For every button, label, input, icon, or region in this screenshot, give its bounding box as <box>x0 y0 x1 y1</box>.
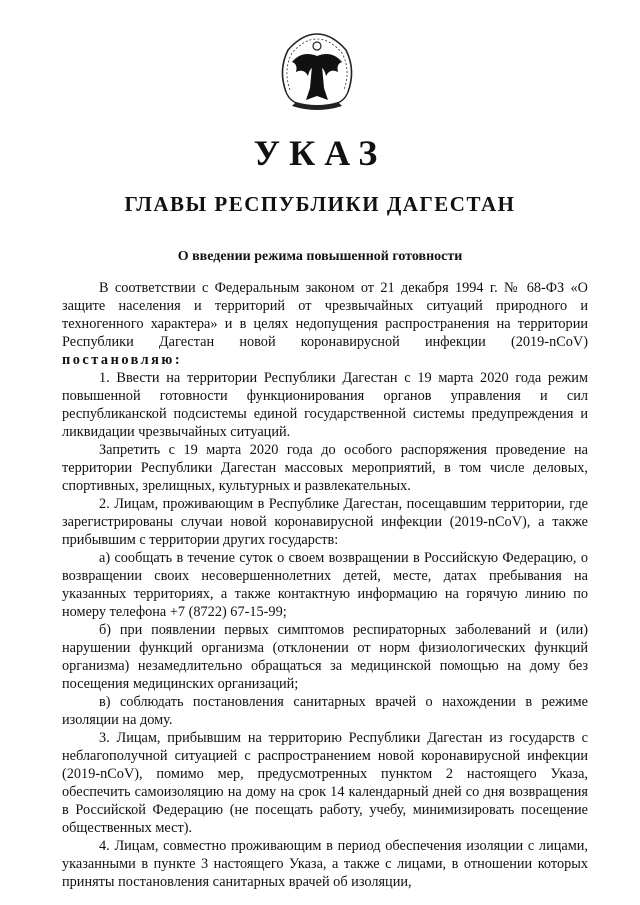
paragraph-2b: б) при появлении первых симптомов респираторных заболеваний и (или) нарушении функций организма (отклонении от норм физиологических функций организма) незамедлительно обращаться за медицинской помощью на дому без посещения медицинских организаций; <box>62 622 588 692</box>
document-title: УКАЗ <box>253 133 387 173</box>
paragraph-3: 3. Лицам, прибывшим на территорию Республики Дагестан из государств с неблагополучной ситуацией с распространением новой коронавирусной инфекции (2019-nCoV), помимо мер, предусмотренных пунктом 2 настоящего Указа, обеспечить самоизоляцию на дому на срок 14 календарный дней со дня возвращения в Российской Федерацию (не посещать работу, учебу, минимизировать посещение общественных мест). <box>62 730 588 836</box>
intro-paragraph <box>62 279 588 369</box>
decree-keyword: постановляю: <box>62 352 183 368</box>
intro-text: В соответствии с Федеральным законом от 21 декабря 1994 г. № 68-ФЗ «О защите населения и территорий от чрезвычайных ситуаций природного и техногенного характера» и в целях недопущения распространения на территории Республики Дагестан новой коронавирусной инфекции (2019-nCoV) <box>62 280 588 350</box>
paragraph-ban: Запретить с 19 марта 2020 года до особого распоряжения проведение на территории Республики Дагестан массовых мероприятий, в том числе деловых, спортивных, зрелищных, культурных и развлекательных. <box>62 442 588 494</box>
document-subtitle: ГЛАВЫ РЕСПУБЛИКИ ДАГЕСТАН <box>124 192 516 216</box>
paragraph-2: 2. Лицам, проживающим в Республике Дагестан, посещавшим территории, где зарегистрированы случаи новой коронавирусной инфекции (2019-nCoV), а также прибывшим с территории других государств: <box>62 496 588 548</box>
decree-body <box>62 279 588 891</box>
paragraph-4: 4. Лицам, совместно проживающим в период обеспечения изоляции с лицами, указанными в пункте 3 настоящего Указа, а также с лицами, в отношении которых приняты постановления санитарных врачей об изоляции, <box>62 838 588 890</box>
decree-heading: О введении режима повышенной готовности <box>177 249 463 264</box>
paragraph-2c: в) соблюдать постановления санитарных врачей о нахождении в режиме изоляции на дому. <box>62 694 588 728</box>
paragraph-2a: а) сообщать в течение суток о своем возвращении в Российскую Федерацию, о возвращении своих несовершеннолетних детей, месте, датах пребывания на указанных территориях, а также контактную информацию на горячую линию по номеру телефона +7 (8722) 67-15-99; <box>62 550 588 620</box>
coat-of-arms-emblem <box>272 30 362 118</box>
paragraph-1: 1. Ввести на территории Республики Дагестан с 19 марта 2020 года режим повышенной готовности функционирования органов управления и сил республиканской подсистемы единой государственной системы предупреждения и ликвидации чрезвычайных ситуаций. <box>62 370 588 440</box>
